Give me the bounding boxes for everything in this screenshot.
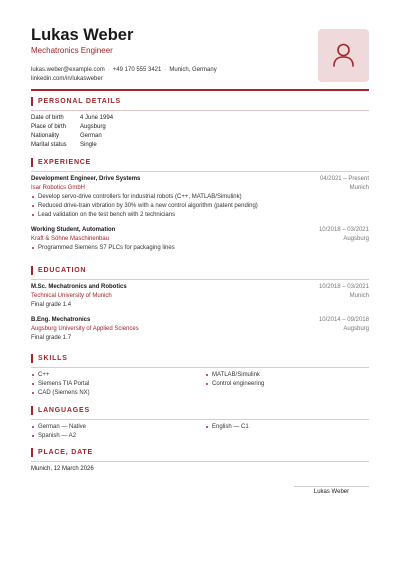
experience-entry — [31, 226, 369, 253]
skills-section — [31, 354, 369, 398]
phone-number: +49 170 555 3421 — [112, 67, 162, 73]
list-item: C++ — [31, 371, 369, 380]
list-item: Control engineering — [205, 380, 264, 389]
list-item: Spanish — A2 — [31, 432, 369, 441]
detail-label: Nationality — [31, 132, 60, 139]
entry-organization: Kraft & Söhne Maschinenbau — [31, 235, 110, 242]
avatar — [318, 29, 369, 82]
section-divider — [31, 367, 369, 368]
location-text: Munich, Germany — [169, 67, 217, 73]
languages-section — [31, 406, 369, 441]
list-item: Reduced drive-train vibration by 30% with a new control algorithm (patent pending) — [31, 202, 369, 211]
place-date-text: Munich, 12 March 2026 — [31, 465, 94, 472]
header-divider — [31, 89, 369, 91]
entry-grade: Final grade 1.4 — [31, 301, 72, 308]
section-divider — [31, 419, 369, 420]
section-title: EDUCATION — [31, 266, 369, 275]
section-divider — [31, 279, 369, 280]
signature-name: Lukas Weber — [313, 489, 350, 495]
detail-value: Augsburg — [80, 123, 106, 130]
section-title: EXPERIENCE — [31, 158, 369, 167]
detail-value: 4 June 1994 — [80, 114, 114, 121]
linkedin-link[interactable]: linkedin.com/in/lukasweber — [31, 76, 103, 82]
place-date-section — [31, 448, 369, 474]
list-item: Lead validation on the test bench with 2 technicians — [31, 211, 369, 220]
detail-value: German — [80, 132, 102, 139]
experience-entry — [31, 175, 369, 220]
section-divider — [31, 110, 369, 111]
list-item: CAD (Siemens NX) — [31, 389, 369, 398]
education-entry — [31, 283, 369, 310]
separator: · — [164, 67, 167, 73]
entry-grade: Final grade 1.7 — [31, 334, 72, 341]
entry-location: Augsburg — [343, 235, 369, 242]
entry-title: Working Student, Automation — [31, 226, 116, 233]
entry-organization: Technical University of Munich — [31, 292, 112, 299]
entry-location: Munich — [349, 292, 369, 299]
list-item: English — C1 — [205, 423, 249, 432]
entry-location: Augsburg — [343, 325, 369, 332]
detail-label: Date of birth — [31, 114, 64, 121]
detail-value: Single — [80, 141, 97, 148]
detail-row — [31, 132, 369, 141]
candidate-name: Lukas Weber — [31, 26, 134, 44]
list-item: MATLAB/Simulink — [205, 371, 264, 380]
person-icon — [332, 42, 355, 68]
signature-line — [294, 486, 369, 487]
languages-list — [31, 423, 369, 441]
section-title: SKILLS — [31, 354, 369, 363]
education-section — [31, 266, 369, 343]
entry-date: 10/2014 – 09/2018 — [318, 316, 369, 323]
contact-line — [31, 66, 217, 74]
list-item: Develop servo-drive controllers for industrial robots (C++, MATLAB/Simulink) — [31, 193, 369, 202]
education-entry — [31, 316, 369, 343]
separator: · — [107, 67, 110, 73]
detail-row — [31, 141, 369, 150]
entry-title: Development Engineer, Drive Systems — [31, 175, 141, 182]
detail-row — [31, 114, 369, 123]
skills-list — [31, 371, 369, 398]
detail-label: Marital status — [31, 141, 67, 148]
personal-details-section — [31, 97, 369, 150]
entry-organization: Augsburg University of Applied Sciences — [31, 325, 139, 332]
entry-date: 10/2018 – 03/2021 — [318, 226, 369, 233]
list-item: Siemens TIA Portal — [31, 380, 369, 389]
section-title: LANGUAGES — [31, 406, 369, 415]
candidate-role: Mechatronics Engineer — [31, 46, 113, 55]
list-item: German — Native — [31, 423, 369, 432]
section-title: PLACE, DATE — [31, 448, 369, 457]
detail-label: Place of birth — [31, 123, 67, 130]
entry-title: B.Eng. Mechatronics — [31, 316, 91, 323]
section-divider — [31, 171, 369, 172]
entry-organization: Isar Robotics GmbH — [31, 184, 86, 191]
section-title: PERSONAL DETAILS — [31, 97, 369, 106]
entry-location: Munich — [349, 184, 369, 191]
cv-header — [31, 0, 369, 90]
section-divider — [31, 461, 369, 462]
list-item: Programmed Siemens S7 PLCs for packaging lines — [31, 244, 369, 253]
entry-date: 04/2021 – Present — [319, 175, 369, 182]
entry-date: 10/2018 – 03/2021 — [318, 283, 369, 290]
email-link[interactable]: lukas.weber@example.com — [31, 67, 105, 73]
entry-title: M.Sc. Mechatronics and Robotics — [31, 283, 127, 290]
detail-row — [31, 123, 369, 132]
experience-section — [31, 158, 369, 253]
